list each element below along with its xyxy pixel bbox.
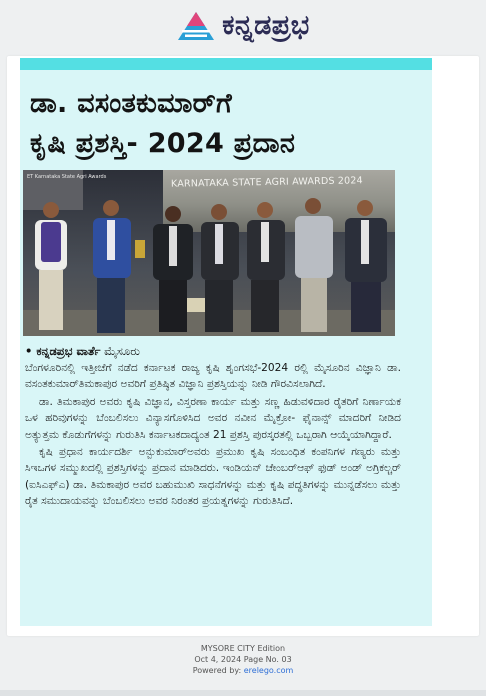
- article-paragraph: ಬೆಂಗಳೂರಿನಲ್ಲಿ ಇತ್ತೀಚೆಗೆ ನಡೆದ ಕರ್ನಾಟಕ ರಾಜ್ಯ ಕೃಷಿ ಶೃಂಗಸಭೆ-2024 ರಲ್ಲಿ ಮೈಸೂರಿನ ವಿಜ್ಞಾನಿ ಡಾ. ವಸಂತಕುಮಾರ್‌ತಿಮಕಾಪುರ ಅವರಿಗೆ ಪ್ರತಿಷ್ಠಿತ ವಿಜ್ಞಾನಿ ಪ್ರಶಸ್ತಿಯನ್ನು ನೀಡಿ ಗೌರವಿಸಲಾಗಿದೆ.: [25, 362, 401, 391]
- headline-line-1: ಡಾ. ವಸಂತಕುಮಾರ್‌ಗೆ: [30, 88, 232, 119]
- headline-line-2: ಕೃಷಿ ಪ್ರಶಸ್ತಿ- 2024 ಪ್ರದಾನ: [30, 128, 296, 159]
- powered-by-label: Powered by:: [192, 666, 244, 675]
- article-headline: [30, 84, 428, 164]
- edition-name: MYSORE CITY Edition: [200, 644, 286, 653]
- article-paragraph: ಕೃಷಿ ಪ್ರಧಾನ ಕಾರ್ಯದರ್ಶಿ ಅನ್ಬುಕುಮಾರ್‌ಅವರು ಪ್ರಮುಖ ಕೃಷಿ ಸಂಬಂಧಿತ ಕಂಪನಿಗಳ ಗಣ್ಯರು ಮತ್ತು ಸಿಇಒಗಳ ಸಮ್ಮುಖದಲ್ಲಿ ಪ್ರಶಸ್ತಿಗಳನ್ನು ಪ್ರದಾನ ಮಾಡಿದರು. ಇಂಡಿಯನ್ ಚೇಂಬರ್‌ಆಫ್ ಫುಡ್ ಅಂಡ್ ಅಗ್ರಿಕಲ್ಚರ್ (ಐಸಿಎಫ್ಎ) ಡಾ. ತಿಮಕಾಪುರ ಅವರ ಬಹುಮುಖಿ ಸಾಧನೆಗಳನ್ನು ಮತ್ತು ಕೃಷಿ ಪದ್ಧತಿಗಳನ್ನು ಮುನ್ನಡೆಸಲು ಮತ್ತು ರೈತ ಸಮುದಾಯವನ್ನು ಬೆಂಬಲಿಸಲು ಅವರ ನಿರಂತರ ಪ್ರಯತ್ನಗಳನ್ನು ಗುರುತಿಸಿದೆ.: [25, 446, 401, 508]
- article-body: [25, 360, 401, 511]
- masthead-title: ಕನ್ನಡಪ್ರಭ: [222, 10, 310, 41]
- article-clipping: [20, 58, 432, 626]
- award-ceremony-photo: [23, 170, 395, 336]
- photo-people: [23, 170, 395, 336]
- photo-left-sign-text: ET Karnataka State Agri Awards: [27, 174, 107, 180]
- article-paragraph: ಡಾ. ತಿಮಕಾಪುರ ಅವರು ಕೃಷಿ ವಿಜ್ಞಾನ, ವಿಸ್ತರಣಾ ಕಾರ್ಯ ಮತ್ತು ಸಣ್ಣ ಹಿಡುವಳಿದಾರ ರೈತರಿಗೆ ನಿರ್ಣಾಯಕ ಒಳ ಹರಿವುಗಳನ್ನು ಬೆಂಬಲಿಸಲು ವಿನ್ಯಾಸಗೊಳಿಸಿದ ಅವರ ನವೀನ ಮೈಕ್ರೋ- ಫೈನಾನ್ಸ್ ಮಾದರಿಗೆ ನೀಡಿದ ಅತ್ಯುತ್ತಮ ಕೊಡುಗೆಗಳನ್ನು ಗುರುತಿಸಿ ಕರ್ನಾಟಕದಾದ್ಯಂತ 21 ಪ್ರಶಸ್ತಿ ಪುರಸ್ಕರತಲ್ಲಿ ಒಬ್ಬರಾಗಿ ಆಯ್ಕೆಯಾಗಿದ್ದಾರೆ.: [25, 395, 401, 441]
- powered-by: [0, 665, 486, 676]
- byline-source: • ಕನ್ನಡಪ್ರಭ ವಾರ್ತೆ: [25, 344, 101, 358]
- photo-banner-text: KARNATAKA STATE AGRI AWARDS 2024: [170, 175, 363, 190]
- byline-place: ಮೈಸೂರು: [100, 344, 140, 358]
- bottom-strip: [0, 690, 486, 696]
- pyramid-logo-icon: [176, 10, 216, 42]
- newspaper-page: [7, 56, 479, 636]
- edition-date-page: Oct 4, 2024 Page No. 03: [194, 655, 292, 664]
- powered-by-link[interactable]: erelego.com: [243, 666, 294, 675]
- article-byline: [25, 344, 140, 359]
- edition-footer: [0, 643, 486, 676]
- masthead-logo[interactable]: [0, 6, 486, 46]
